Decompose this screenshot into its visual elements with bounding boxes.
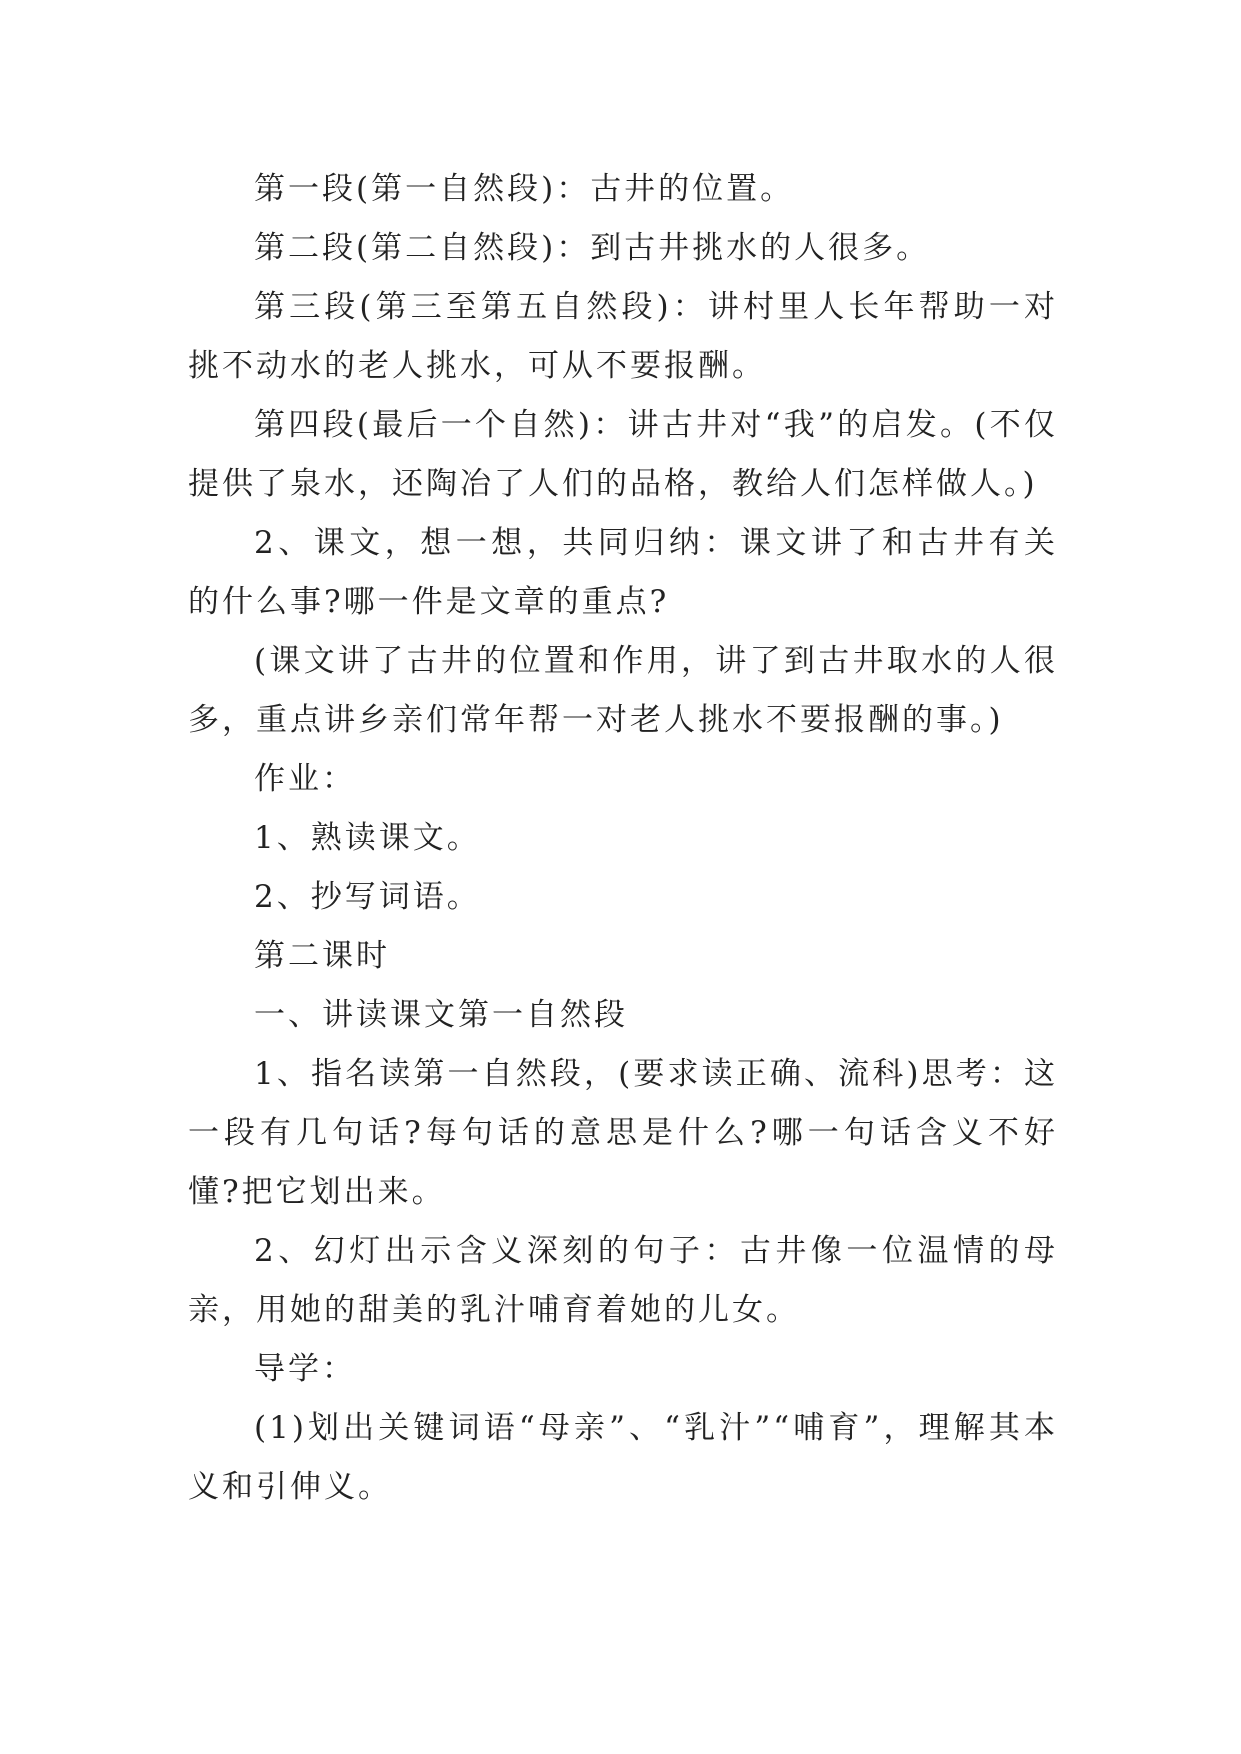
homework-heading: 作业：: [254, 761, 356, 797]
paragraph-section-1: 第一段(第一自然段)：古井的位置。: [254, 171, 795, 207]
paragraph-section-4: 第四段(最后一个自然)：讲古井对“我”的启发。(不仅提供了泉水，还陶冶了人们的品格，教给人们怎样做人。): [188, 407, 1058, 502]
guide-heading: 导学：: [254, 1351, 356, 1387]
lesson-two-heading: 第二课时: [254, 938, 390, 974]
step-1-paragraph: 1、指名读第一自然段，(要求读正确、流科)思考：这一段有几句话?每句话的意思是什么?哪一句话含义不好懂?把它划出来。: [188, 1056, 1058, 1210]
paragraph-summary-question: 2、课文，想一想，共同归纳：课文讲了和古井有关的什么事?哪一件是文章的重点?: [188, 525, 1058, 620]
paragraph-summary-answer: (课文讲了古井的位置和作用，讲了到古井取水的人很多，重点讲乡亲们常年帮一对老人挑水不要报酬的事。): [188, 643, 1058, 738]
homework-item-2: 2、抄写词语。: [254, 879, 481, 915]
paragraph-section-3: 第三段(第三至第五自然段)：讲村里人长年帮助一对挑不动水的老人挑水，可从不要报酬。: [188, 289, 1058, 384]
step-2-paragraph: 2、幻灯出示含义深刻的句子：古井像一位温情的母亲，用她的甜美的乳汁哺育着她的儿女。: [188, 1233, 1058, 1328]
paragraph-section-2: 第二段(第二自然段)：到古井挑水的人很多。: [254, 230, 931, 266]
document-page: [188, 160, 1058, 1517]
homework-item-1: 1、熟读课文。: [254, 820, 481, 856]
section-one-heading: 一、讲读课文第一自然段: [254, 997, 628, 1033]
guide-item-1: (1)划出关键词语“母亲”、“乳汁”“哺育”，理解其本义和引伸义。: [188, 1410, 1058, 1505]
